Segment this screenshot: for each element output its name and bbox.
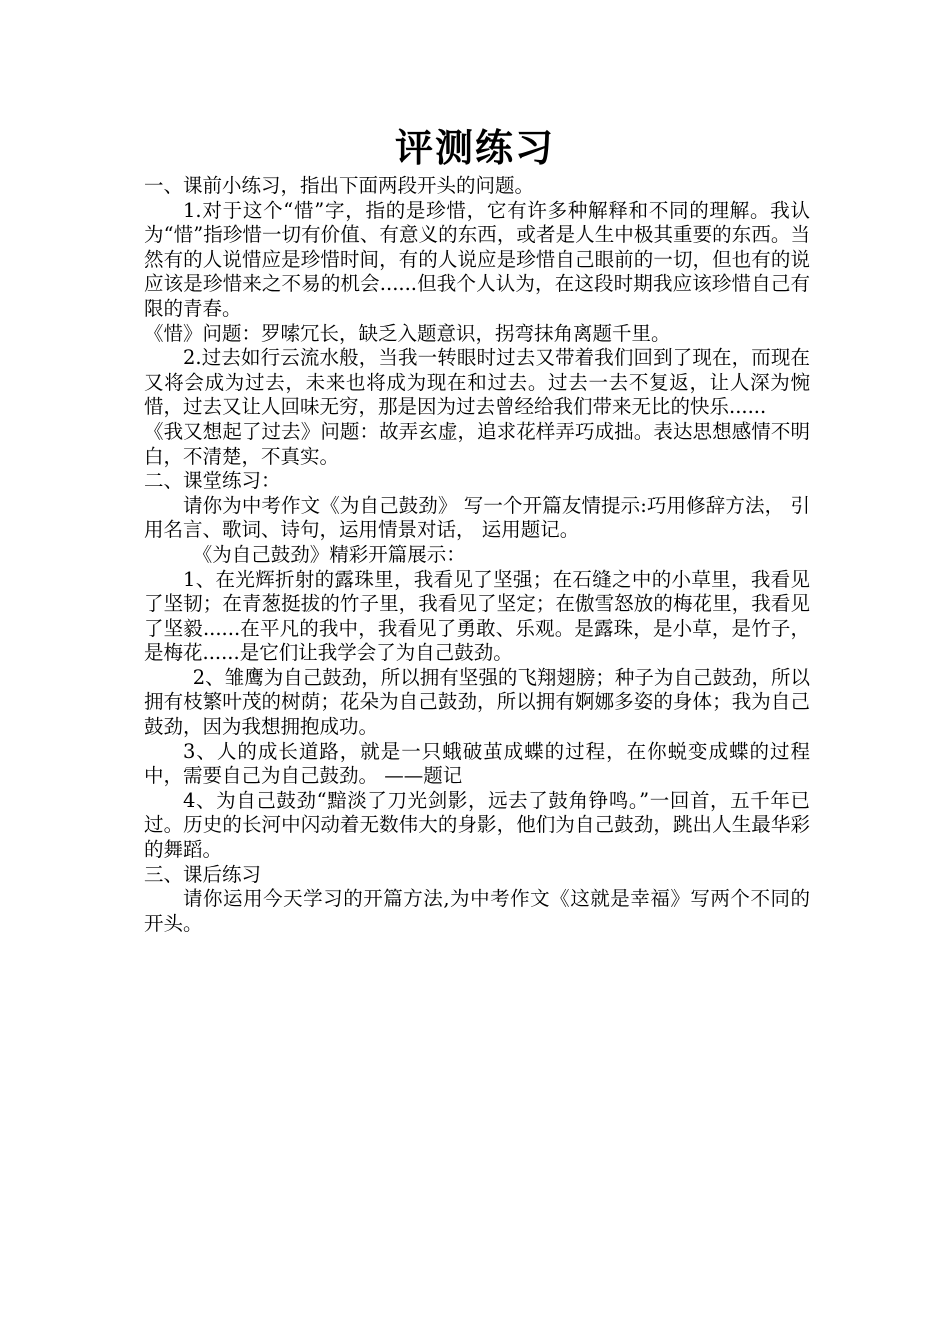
problem-note: 《我又想起了过去》问题：故弄玄虚，追求花样弄巧成拙。表达思想感情不明白，不清楚，不真实。 [144, 419, 810, 468]
problem-note: 《惜》问题：罗嗦冗长，缺乏入题意识，拐弯抹角离题千里。 [144, 321, 671, 345]
homework-prompt: 请你运用今天学习的开篇方法,为中考作文《这就是幸福》写两个不同的开头。 [144, 887, 810, 935]
exercise-prompt: 请你为中考作文《为自己鼓劲》 写一个开篇友情提示:巧用修辞方法， 引用名言、歌词、诗句，运用情景对话， 运用题记。 [144, 493, 810, 542]
document-body [144, 174, 810, 936]
example-paragraph: 1.对于这个“惜”字，指的是珍惜，它有许多种解释和不同的理解。我认为“惜”指珍惜一切有价值、有意义的东西，或者是人生中极其重要的东西。当然有的人说惜应是珍惜时间，有的人说应是珍惜自己眼前的一切，但也有的说应该是珍惜来之不易的机会......但我个人认为，在这段时期我应该珍惜自己有限的青春。 [144, 198, 810, 320]
showcase-paragraph: 4、为自己鼓劲“黯淡了刀光剑影，远去了鼓角铮鸣。”一回首，五千年已过。历史的长河中闪动着无数伟大的身影，他们为自己鼓劲，跳出人生最华彩的舞蹈。 [144, 788, 810, 862]
showcase-heading: 《为自己鼓劲》精彩开篇展示： [192, 542, 466, 566]
showcase-paragraph: 3、人的成长道路，就是一只蛾破茧成蝶的过程，在你蜕变成蝶的过程中，需要自己为自己鼓劲。 ——题记 [144, 739, 810, 788]
showcase-paragraph: 1、在光辉折射的露珠里，我看见了坚强；在石缝之中的小草里，我看见了坚韧；在青葱挺拔的竹子里，我看见了坚定；在傲雪怒放的梅花里，我看见了坚毅......在平凡的我中，我看见了勇敢、乐观。是露珠，是小草，是竹子，是梅花......是它们让我学会了为自己鼓劲。 [144, 567, 810, 665]
section-heading: 二、课堂练习： [144, 469, 281, 493]
section-heading: 三、课后练习 [144, 862, 262, 886]
section-heading: 一、课前小练习，指出下面两段开头的问题。 [144, 174, 535, 197]
page-title: 评测练习 [394, 126, 555, 170]
example-paragraph: 2.过去如行云流水般，当我一转眼时过去又带着我们回到了现在，而现在又将会成为过去，未来也将成为现在和过去。过去一去不复返，让人深为惋惜，过去又让人回味无穷，那是因为过去曾经给我们带来无比的快乐...... [144, 346, 810, 419]
showcase-paragraph: 2、雏鹰为自己鼓劲，所以拥有坚强的飞翔翅膀；种子为自己鼓劲，所以拥有枝繁叶茂的树荫；花朵为自己鼓劲，所以拥有婀娜多姿的身体；我为自己鼓劲，因为我想拥抱成功。 [144, 665, 810, 739]
